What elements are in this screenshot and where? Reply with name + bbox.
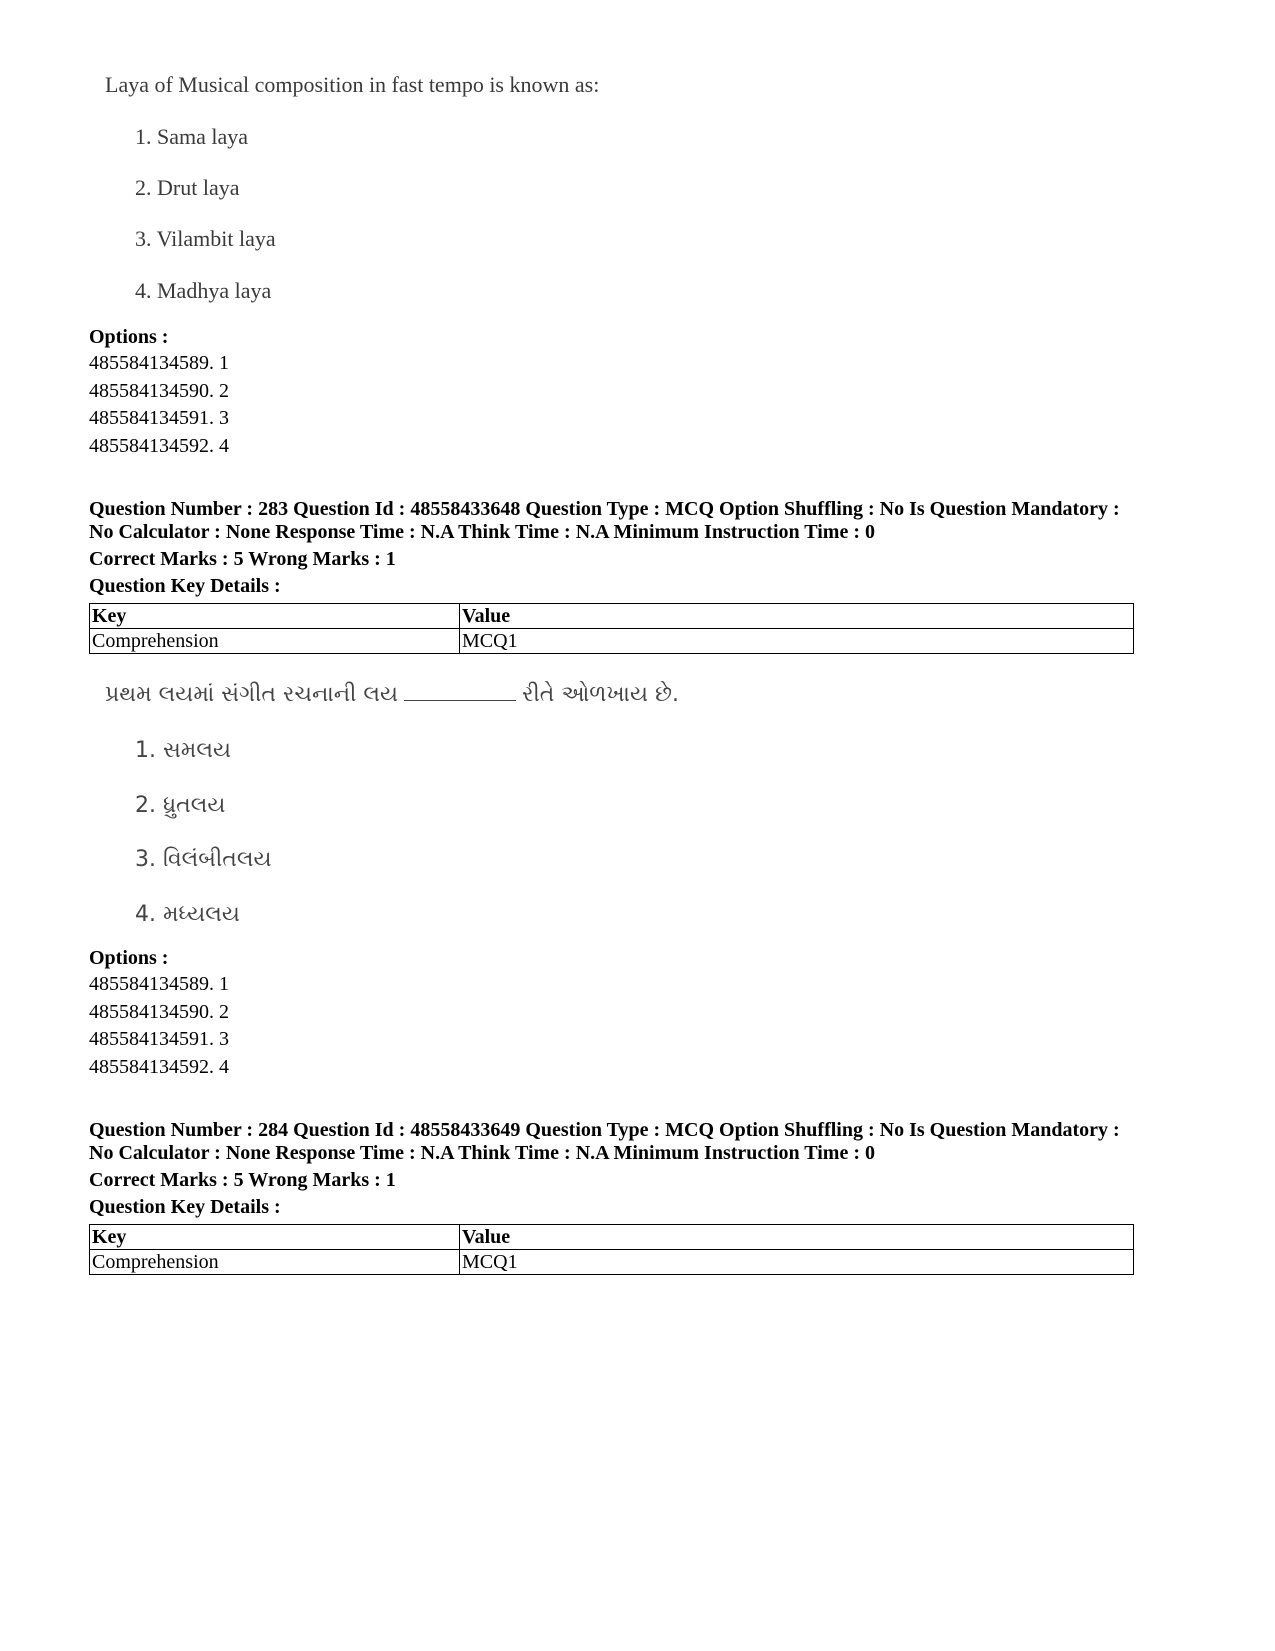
table-header-row [90,1225,1134,1250]
table-header-row [90,604,1134,629]
table-header-value: Value [460,1225,1134,1250]
question-option: 3. વિલંબીતલય [135,847,272,872]
question-metadata-line: No Calculator : None Response Time : N.A Think Time : N.A Minimum Instruction Time : 0 [89,1141,875,1164]
question-option: 2. Drut laya [135,175,240,200]
option-id: 485584134591. 3 [89,1028,229,1050]
question-option: 1. Sama laya [135,124,249,149]
option-id: 485584134590. 2 [89,379,229,402]
key-details-title: Question Key Details : [89,575,281,597]
question-stem [105,682,679,707]
table-header-key: Key [90,1225,460,1250]
question-option: 4. Madhya laya [135,278,272,303]
option-id: 485584134592. 4 [89,1055,229,1078]
options-title: Options : [89,947,169,969]
table-cell: MCQ1 [460,629,1134,654]
question-stem: Laya of Musical composition in fast tempo is known as: [105,72,600,97]
table-cell: Comprehension [90,629,460,654]
key-details-title: Question Key Details : [89,1196,281,1218]
question-option: 1. સમલય [135,738,231,763]
options-list [89,350,229,460]
question-option: 3. Vilambit laya [135,226,276,251]
question-metadata [89,498,1149,543]
fill-in-blank [404,682,516,701]
question-metadata-line: Question Number : 284 Question Id : 48558433649 Question Type : MCQ Option Shuffling : No Is Question Mandatory : [89,1119,1120,1141]
key-details-table [89,603,1134,654]
marks-line: Correct Marks : 5 Wrong Marks : 1 [89,1169,396,1191]
question-metadata-line: No Calculator : None Response Time : N.A Think Time : N.A Minimum Instruction Time : 0 [89,520,875,543]
question-metadata-line: Question Number : 283 Question Id : 48558433648 Question Type : MCQ Option Shuffling : No Is Question Mandatory : [89,498,1120,520]
table-cell: Comprehension [90,1250,460,1275]
option-id: 485584134592. 4 [89,434,229,457]
question-metadata [89,1119,1149,1164]
table-row [90,629,1134,654]
question-image-gujarati [105,682,679,927]
question-stem-after-blank: રીતે ઓળખાય છે. [522,682,679,707]
question-option: 4. મધ્યલય [135,902,240,927]
table-header-key: Key [90,604,460,629]
table-header-value: Value [460,604,1134,629]
options-title: Options : [89,326,169,348]
options-list [89,971,229,1081]
question-stem-before-blank: પ્રથમ લયમાં સંગીત રચનાની લય [105,682,399,707]
option-id: 485584134589. 1 [89,973,229,995]
table-cell: MCQ1 [460,1250,1134,1275]
option-id: 485584134589. 1 [89,352,229,374]
question-image-english [105,72,600,303]
option-id: 485584134590. 2 [89,1000,229,1023]
question-option: 2. ધ્રુતલય [135,793,226,818]
key-details-table [89,1224,1134,1275]
table-row [90,1250,1134,1275]
option-id: 485584134591. 3 [89,407,229,429]
marks-line: Correct Marks : 5 Wrong Marks : 1 [89,548,396,570]
